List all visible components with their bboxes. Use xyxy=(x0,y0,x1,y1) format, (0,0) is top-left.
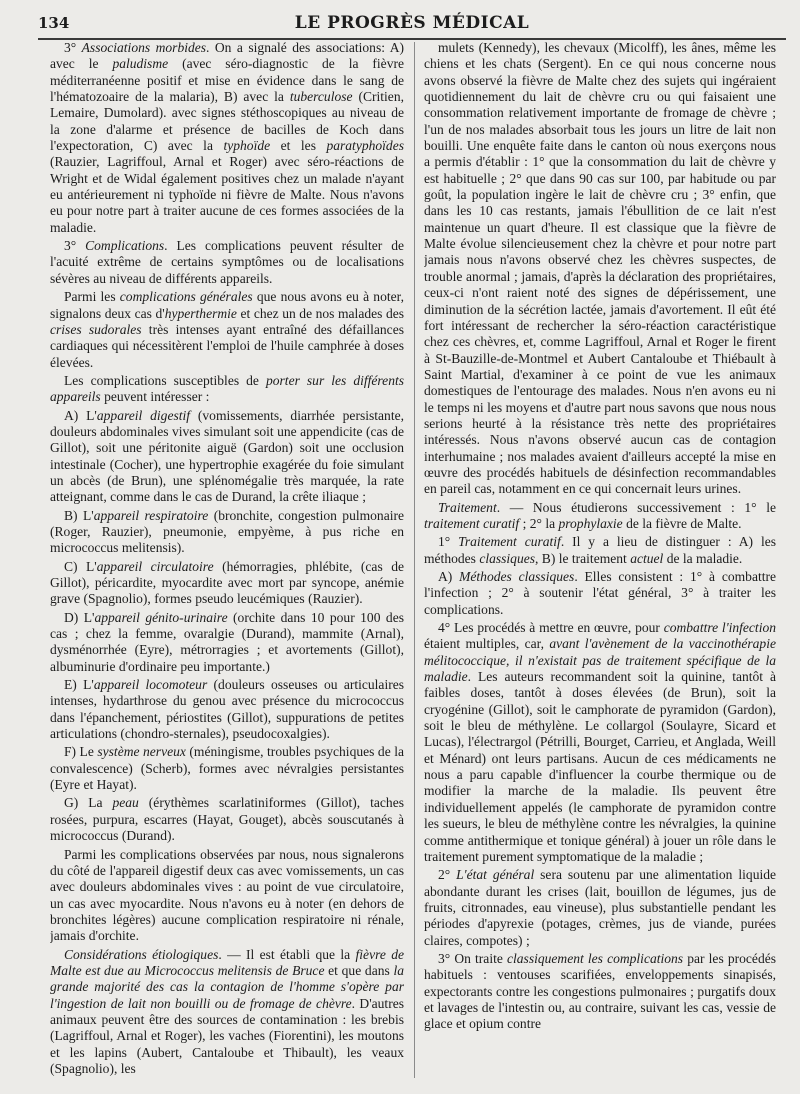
left-column-paragraph: E) L'appareil locomoteur (douleurs osseuses ou articulaires intenses, hydarthrose du genou avec présence du micrococcus dans l'épanchement, périostites (Gillot), suppurations de petites articulations (chondro-sternales), pseudocoxalgies). xyxy=(50,677,404,742)
left-column-paragraph: Les complications susceptibles de porter sur les différents appareils peuvent intéresser : xyxy=(50,372,404,405)
left-column-paragraph: D) L'appareil génito-urinaire (orchite dans 10 pour 100 des cas ; chez la femme, ovaralgie (Durand), mammite (Arnal), dysménorrhée (Eyre), métrorragies ; et avortements (Gillot), albuminurie d'ordinaire peu importante.) xyxy=(50,609,404,674)
left-column-paragraph: Considérations étiologiques. — Il est établi que la fièvre de Malte est due au Micrococcus melitensis de Bruce et que dans la grande majorité des cas la contagion de l'homme s'opère par l'ingestion de lait non bouilli ou de fromage de chèvre. D'autres animaux peuvent être des sources de contamination : les brebis (Lagriffoul, Arnal et Roger), les vaches (Fiorentini), les moutons et les lapins (Aubert, Cantaloube et Thibault), les veaux (Spagnolio), les xyxy=(50,946,404,1076)
right-column xyxy=(424,40,776,1080)
left-column-paragraph: G) La peau (érythèmes scarlatiniformes (Gillot), taches rosées, purpura, escarres (Hayat, Gouget), abcès souscutanés à micrococcus (Durand). xyxy=(50,795,404,844)
left-column-paragraph: F) Le système nerveux (méningisme, troubles psychiques de la convalescence) (Scherb), formes avec névralgies persistantes (Eyre et Hayat). xyxy=(50,744,404,793)
left-column-paragraph: Parmi les complications générales que nous avons eu à noter, signalons deux cas d'hyperthermie et chez un de nos malades des crises sudorales très intenses ayant entraîné des défaillances cardiaques qui nécessitèrent l'emploi de l'huile camphrée à doses élevées. xyxy=(50,289,404,370)
left-column-paragraph: A) L'appareil digestif (vomissements, diarrhée persistante, douleurs abdominales vives simulant soit une appendicite (cas de Gillot), soit une péritonite aiguë (Gardon) soit une occlusion intestinale (Cocher), une hypertrophie exagérée du foie simulant un abcès (de Brun), une splénomégalie très marquée, la rate atteignant, comme dans le cas de Durand, la crête iliaque ; xyxy=(50,407,404,505)
page-number: 134 xyxy=(38,14,70,32)
right-column-paragraph: mulets (Kennedy), les chevaux (Micolff), les ânes, même les chiens et les chats (Sergent). En ce qui nous concerne nous avons observé la fièvre de Malte chez des sujets qui ingéraient quotidiennement du lait de chèvre cru ou qui faisaient une consommation relativement importante de fromage de chèvre ; l'un de nos malades absorbait tous les jours un litre de lait non bouilli. Une enquête faite dans le canton où nous exerçons nous a permis d'établir : 1° que la consommation du lait de chèvre y est habituelle ; 2° que dans 90 cas sur 100, par habitude ou par goût, la population ingère le lait de chèvre cru ; 3° enfin, que dans les 10 cas restants, jamais l'ébullition de ce lait n'est maintenue un quart d'heure. Il est classique que la fièvre de Malte évolue silencieusement chez la chèvre et pour notre part jamais nous n'avons observé chez les chèvres suspectes, de trouble anormal ; jamais, d'après la déclaration des propriétaires, ceux-ci n'ont raient noté des signes de dépérissement, une diminution de la sécrétion lactée, jamais d'avortement. Il eût été fort intéressant de rechercher la séro-réaction caractéristique chez ces chèvres, et, comme Lagriffoul, Arnal et Roger le firent à St-Bauzille-de-Montmel et Aubert Cantaloube et Thiébault à Saint Martial, d'examiner à ce point de vue les animaux domestiques de l'entourage des malades. Nous n'en avons eu ni le temps ni les moyens et d'autre part nous savons que nous nous serions heurté à la résistance très nette des propriétaires intéressés. Nous n'avons observé aucun cas de contagion interhumaine ; nos malades avaient d'ailleurs accepté la mise en œuvre des procédés habituels de désinfection recommandables en pareil cas, notamment en ce qui concernait leurs urines. xyxy=(424,40,776,497)
left-column-paragraph: B) L'appareil respiratoire (bronchite, congestion pulmonaire (Roger, Rauzier), pneumonie, empyème, à pus riche en micrococcus melitensis). xyxy=(50,507,404,556)
left-column-paragraph: 3° Complications. Les complications peuvent résulter de l'acuité extrême de certains symptômes ou de localisations sévères au niveau de différents appareils. xyxy=(50,238,404,286)
left-column-paragraph: 3° Associations morbides. On a signalé des associations: A) avec le paludisme (avec séro-diagnostic de la fièvre méditerranéenne positif et mise en évidence dans le sang de l'hématozoaire de la malaria), B) avec la tuberculose (Critien, Lemaire, Dumolard). avec signes stéthoscopiques au niveau de la zone d'alarme et présence de bacilles de Koch dans l'expectoration, C) avec la typhoïde et les paratyphoïdes (Rauzier, Lagriffoul, Arnal et Roger) avec séro-réactions de Wright et de Widal également positives chez un malade n'ayant eu antérieurement ni typhoïde ni fièvre de Malte. Nous n'avons eu pour notre part à traiter aucune de ces formes associées de la maladie. xyxy=(50,40,404,235)
left-column xyxy=(50,40,404,1080)
right-column-paragraph: 2° L'état général sera soutenu par une alimentation liquide abondante durant les crises (lait, bouillon de légumes, jus de fruits, citronnades, eau vineuse), plus substantielle pendant les périodes d'apyrexie (potages, crèmes, jus de viande, purées claires, compotes) ; xyxy=(424,867,776,948)
right-column-paragraph: 1° Traitement curatif. Il y a lieu de distinguer : A) les méthodes classiques, B) le traitement actuel de la maladie. xyxy=(424,534,776,566)
left-column-paragraph: Parmi les complications observées par nous, nous signalerons du côté de l'appareil digestif deux cas avec vomissements, un cas avec douleurs abdominales vives : au point de vue circulatoire, un cas avec myocardite. Nous n'avons eu à noter (en dehors de bronchites légères) aucune complication respiratoire ni rénale, jamais d'orchite. xyxy=(50,846,404,944)
right-column-paragraph: Traitement. — Nous étudierons successivement : 1° le traitement curatif ; 2° la prophylaxie de la fièvre de Malte. xyxy=(424,499,776,531)
right-column-paragraph: A) Méthodes classiques. Elles consistent : 1° à combattre l'infection ; 2° à soutenir l'état général, 3° à traiter les complications. xyxy=(424,569,776,617)
column-divider xyxy=(414,42,415,1078)
right-column-paragraph: 3° On traite classiquement les complications par les procédés habituels : ventouses scarifiées, enveloppements sinapisés, expectorants contre les congestions pulmonaires ; purgatifs doux et lavages de l'intestin ou, au contraire, suivant les cas, vessie de glace et opium contre xyxy=(424,950,776,1032)
page-header xyxy=(38,12,786,40)
right-column-paragraph: 4° Les procédés à mettre en œuvre, pour combattre l'infection étaient multiples, car, avant l'avènement de la vaccinothérapie mélitococcique, il n'existait pas de traitement spécifique de la maladie. Les auteurs recommandent soit la quinine, tantôt à faibles doses, tantôt à doses élevées (de Brun), soit la cryogénine (Gillot), soit le camphorate de pyramidon (Gardon), soit le bleu de méthylène. Le collargol (Soulayre, Sicard et Lucas), l'électrargol (Pétrilli, Bourget, Carrieu, et Anglada, Weill et Ménard) ont leurs partisans. Aucun de ces médicaments ne nous a paru capable d'influencer la courbe thermique ou de modifier la marche de la maladie. Ils peuvent être individuellement appelés (le camphorate de pyramidon contre les sueurs, le bleu de méthylène contre les névralgies, la quinine comme antithermique et tonique général) à jouer un rôle dans le traitement purement symptomatique de la maladie ; xyxy=(424,620,776,864)
running-title: LE PROGRÈS MÉDICAL xyxy=(294,13,530,33)
left-column-paragraph: C) L'appareil circulatoire (hémorragies, phlébite, (cas de Gillot), péricardite, myocardite avec mort par syncope, anémie grave (Spagnolio), formes pseudo leucémiques (Rauzier). xyxy=(50,558,404,607)
